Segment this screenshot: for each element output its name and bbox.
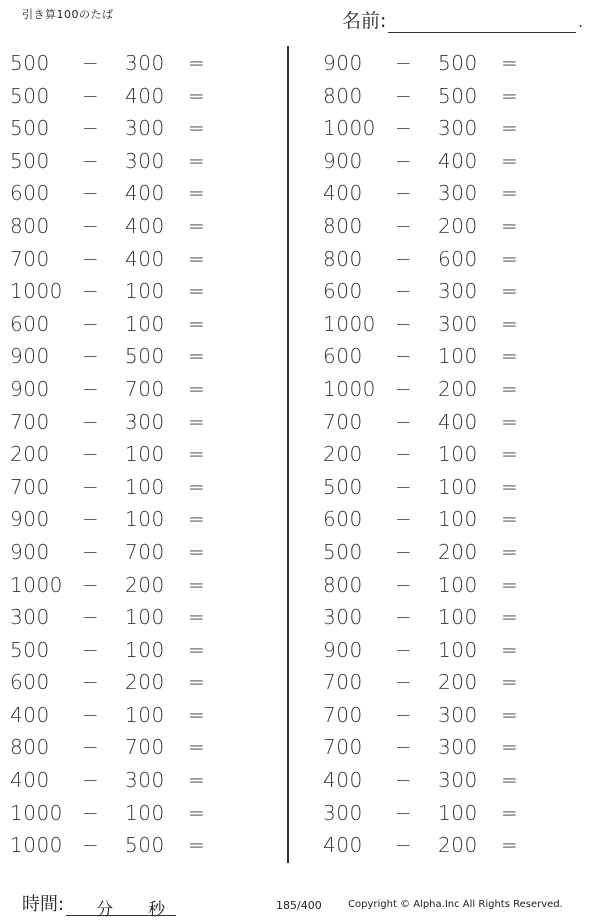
minus-sign: −	[82, 116, 99, 141]
problem-row	[313, 601, 593, 634]
minus-sign: −	[82, 474, 99, 499]
minus-sign: −	[395, 311, 412, 336]
problem-row	[0, 601, 280, 634]
equals-sign: =	[501, 181, 518, 206]
problem-row	[313, 438, 593, 471]
problem-row	[313, 406, 593, 439]
problem-column-right	[313, 47, 593, 862]
problem-row	[0, 731, 280, 764]
problem-row	[313, 340, 593, 373]
problem-row	[313, 699, 593, 732]
minus-sign: −	[395, 376, 412, 401]
subtrahend: 300	[438, 279, 478, 304]
subtrahend: 200	[125, 670, 165, 695]
minuend: 600	[10, 311, 50, 336]
minus-sign: −	[82, 800, 99, 825]
minuend: 700	[323, 735, 363, 760]
equals-sign: =	[501, 246, 518, 271]
problem-row	[313, 829, 593, 862]
problem-row	[313, 536, 593, 569]
minuend: 300	[10, 605, 50, 630]
minus-sign: −	[395, 670, 412, 695]
equals-sign: =	[501, 148, 518, 173]
problem-row	[313, 731, 593, 764]
problem-row	[0, 634, 280, 667]
minuend: 500	[10, 51, 50, 75]
problem-column-left	[0, 47, 280, 862]
minuend: 400	[323, 181, 363, 206]
equals-sign: =	[188, 702, 205, 727]
minuend: 1000	[10, 833, 63, 858]
time-blank[interactable]	[66, 895, 176, 920]
subtrahend: 500	[125, 344, 165, 369]
subtrahend: 300	[438, 181, 478, 206]
equals-sign: =	[188, 344, 205, 369]
minuend: 600	[10, 181, 50, 206]
problem-row	[0, 47, 280, 80]
minuend: 800	[323, 213, 363, 238]
subtrahend: 400	[438, 409, 478, 434]
minus-sign: −	[395, 833, 412, 858]
equals-sign: =	[188, 51, 205, 75]
subtrahend: 300	[438, 311, 478, 336]
subtrahend: 100	[438, 442, 478, 467]
subtrahend: 400	[438, 148, 478, 173]
minuend: 900	[323, 148, 363, 173]
minuend: 1000	[323, 311, 376, 336]
subtrahend: 400	[125, 246, 165, 271]
equals-sign: =	[501, 83, 518, 108]
equals-sign: =	[501, 311, 518, 336]
copyright-notice: Copyright © Alpha.Inc All Rights Reserved.	[348, 899, 563, 910]
minuend: 700	[323, 670, 363, 695]
name-end-dot: .	[578, 15, 583, 31]
minus-sign: −	[82, 572, 99, 597]
problem-row	[313, 797, 593, 830]
equals-sign: =	[501, 605, 518, 630]
problem-row	[0, 80, 280, 113]
minuend: 900	[323, 637, 363, 662]
problem-row	[313, 145, 593, 178]
subtrahend: 300	[125, 148, 165, 173]
subtrahend: 300	[438, 116, 478, 141]
subtrahend: 100	[438, 572, 478, 597]
minuend: 800	[323, 83, 363, 108]
name-label: 名前:	[342, 10, 387, 32]
minus-sign: −	[395, 572, 412, 597]
problem-row	[0, 145, 280, 178]
problem-row	[0, 438, 280, 471]
subtrahend: 700	[125, 376, 165, 401]
equals-sign: =	[501, 409, 518, 434]
subtrahend: 200	[438, 376, 478, 401]
minuend: 500	[10, 148, 50, 173]
minus-sign: −	[82, 213, 99, 238]
subtrahend: 700	[125, 735, 165, 760]
problem-row	[0, 569, 280, 602]
equals-sign: =	[188, 539, 205, 564]
minus-sign: −	[395, 83, 412, 108]
subtrahend: 200	[125, 572, 165, 597]
minus-sign: −	[395, 474, 412, 499]
subtrahend: 200	[438, 670, 478, 695]
minus-sign: −	[395, 637, 412, 662]
minuend: 700	[323, 702, 363, 727]
minuend: 900	[10, 344, 50, 369]
subtrahend: 700	[125, 539, 165, 564]
problem-row	[313, 80, 593, 113]
subtrahend: 100	[438, 800, 478, 825]
problem-row	[313, 243, 593, 276]
equals-sign: =	[188, 246, 205, 271]
minutes-label: 分	[96, 900, 114, 920]
minus-sign: −	[395, 279, 412, 304]
equals-sign: =	[188, 311, 205, 336]
minuend: 600	[10, 670, 50, 695]
minuend: 800	[323, 572, 363, 597]
minus-sign: −	[82, 148, 99, 173]
subtrahend: 300	[125, 51, 165, 75]
problem-row	[0, 764, 280, 797]
equals-sign: =	[188, 148, 205, 173]
minuend: 400	[10, 768, 50, 793]
problem-row	[0, 373, 280, 406]
subtrahend: 100	[438, 474, 478, 499]
minuend: 1000	[323, 376, 376, 401]
equals-sign: =	[501, 116, 518, 141]
subtrahend: 500	[125, 833, 165, 858]
subtrahend: 100	[125, 311, 165, 336]
equals-sign: =	[188, 409, 205, 434]
minus-sign: −	[395, 735, 412, 760]
minus-sign: −	[395, 539, 412, 564]
equals-sign: =	[188, 800, 205, 825]
equals-sign: =	[501, 474, 518, 499]
equals-sign: =	[188, 116, 205, 141]
equals-sign: =	[188, 670, 205, 695]
minus-sign: −	[82, 376, 99, 401]
minuend: 600	[323, 344, 363, 369]
problem-row	[313, 177, 593, 210]
problem-row	[313, 47, 593, 80]
equals-sign: =	[501, 51, 518, 75]
equals-sign: =	[501, 702, 518, 727]
subtrahend: 500	[438, 51, 478, 75]
problem-row	[0, 503, 280, 536]
equals-sign: =	[188, 181, 205, 206]
minuend: 200	[10, 442, 50, 467]
minus-sign: −	[82, 539, 99, 564]
minus-sign: −	[395, 181, 412, 206]
equals-sign: =	[188, 213, 205, 238]
minuend: 1000	[10, 572, 63, 597]
equals-sign: =	[501, 735, 518, 760]
minus-sign: −	[82, 670, 99, 695]
subtrahend: 200	[438, 213, 478, 238]
problem-row	[0, 797, 280, 830]
equals-sign: =	[501, 539, 518, 564]
problem-row	[0, 829, 280, 862]
minus-sign: −	[82, 768, 99, 793]
minuend: 300	[323, 605, 363, 630]
minuend: 900	[10, 376, 50, 401]
minus-sign: −	[395, 344, 412, 369]
minuend: 300	[323, 800, 363, 825]
minus-sign: −	[82, 246, 99, 271]
minuend: 800	[10, 213, 50, 238]
minus-sign: −	[82, 605, 99, 630]
minus-sign: −	[82, 181, 99, 206]
minus-sign: −	[82, 311, 99, 336]
minuend: 1000	[10, 800, 63, 825]
minuend: 400	[323, 833, 363, 858]
equals-sign: =	[188, 768, 205, 793]
equals-sign: =	[501, 572, 518, 597]
minuend: 900	[10, 507, 50, 532]
column-divider	[287, 46, 289, 863]
minuend: 400	[323, 768, 363, 793]
problem-row	[0, 308, 280, 341]
problem-row	[313, 569, 593, 602]
problem-row	[0, 210, 280, 243]
problem-row	[0, 406, 280, 439]
subtrahend: 300	[438, 768, 478, 793]
minuend: 400	[10, 702, 50, 727]
problem-row	[0, 112, 280, 145]
subtrahend: 100	[438, 344, 478, 369]
problem-row	[313, 634, 593, 667]
subtrahend: 600	[438, 246, 478, 271]
equals-sign: =	[501, 637, 518, 662]
subtrahend: 100	[125, 605, 165, 630]
minuend: 500	[323, 539, 363, 564]
minus-sign: −	[395, 213, 412, 238]
problem-row	[313, 112, 593, 145]
subtrahend: 100	[125, 279, 165, 304]
minuend: 800	[10, 735, 50, 760]
minuend: 500	[10, 83, 50, 108]
equals-sign: =	[501, 507, 518, 532]
worksheet-title: 引き算100のたば	[22, 8, 114, 21]
subtrahend: 300	[125, 409, 165, 434]
problem-row	[313, 764, 593, 797]
minus-sign: −	[82, 735, 99, 760]
problem-row	[313, 373, 593, 406]
equals-sign: =	[188, 833, 205, 858]
equals-sign: =	[188, 474, 205, 499]
name-field	[342, 6, 583, 33]
subtrahend: 400	[125, 181, 165, 206]
seconds-label: 秒	[148, 900, 166, 920]
minus-sign: −	[395, 605, 412, 630]
subtrahend: 100	[125, 637, 165, 662]
subtrahend: 300	[125, 768, 165, 793]
equals-sign: =	[501, 279, 518, 304]
equals-sign: =	[501, 213, 518, 238]
equals-sign: =	[188, 572, 205, 597]
minus-sign: −	[82, 507, 99, 532]
subtrahend: 100	[125, 474, 165, 499]
problem-row	[0, 536, 280, 569]
problem-row	[313, 666, 593, 699]
problem-row	[313, 275, 593, 308]
equals-sign: =	[188, 83, 205, 108]
equals-sign: =	[188, 735, 205, 760]
equals-sign: =	[188, 637, 205, 662]
subtrahend: 400	[125, 213, 165, 238]
subtrahend: 100	[125, 702, 165, 727]
minuend: 800	[323, 246, 363, 271]
minuend: 200	[323, 442, 363, 467]
minus-sign: −	[82, 409, 99, 434]
problem-row	[0, 275, 280, 308]
page-number: 185/400	[276, 899, 322, 912]
problem-row	[0, 666, 280, 699]
minus-sign: −	[395, 768, 412, 793]
problem-row	[0, 699, 280, 732]
minuend: 700	[323, 409, 363, 434]
minus-sign: −	[82, 51, 99, 75]
subtrahend: 500	[438, 83, 478, 108]
minus-sign: −	[82, 83, 99, 108]
subtrahend: 100	[438, 507, 478, 532]
minuend: 900	[10, 539, 50, 564]
subtrahend: 200	[438, 539, 478, 564]
equals-sign: =	[188, 605, 205, 630]
equals-sign: =	[188, 442, 205, 467]
equals-sign: =	[501, 800, 518, 825]
equals-sign: =	[188, 279, 205, 304]
minuend: 700	[10, 474, 50, 499]
minuend: 500	[10, 637, 50, 662]
minus-sign: −	[395, 507, 412, 532]
time-field	[22, 890, 176, 920]
minuend: 900	[323, 51, 363, 75]
name-blank[interactable]	[388, 14, 576, 33]
minus-sign: −	[82, 344, 99, 369]
minuend: 1000	[10, 279, 63, 304]
minus-sign: −	[82, 279, 99, 304]
subtrahend: 100	[438, 605, 478, 630]
equals-sign: =	[501, 376, 518, 401]
minus-sign: −	[395, 800, 412, 825]
minus-sign: −	[82, 637, 99, 662]
equals-sign: =	[501, 344, 518, 369]
problem-row	[313, 471, 593, 504]
minus-sign: −	[395, 442, 412, 467]
minus-sign: −	[82, 442, 99, 467]
equals-sign: =	[501, 768, 518, 793]
problem-row	[0, 340, 280, 373]
problem-row	[313, 308, 593, 341]
problem-row	[313, 503, 593, 536]
minuend: 1000	[323, 116, 376, 141]
problem-row	[0, 243, 280, 276]
minus-sign: −	[82, 833, 99, 858]
minus-sign: −	[395, 246, 412, 271]
minus-sign: −	[395, 51, 412, 75]
minuend: 500	[323, 474, 363, 499]
subtrahend: 100	[438, 637, 478, 662]
minuend: 600	[323, 507, 363, 532]
subtrahend: 300	[125, 116, 165, 141]
problem-row	[0, 177, 280, 210]
minuend: 700	[10, 409, 50, 434]
minus-sign: −	[395, 116, 412, 141]
subtrahend: 400	[125, 83, 165, 108]
problem-row	[313, 210, 593, 243]
problem-row	[0, 471, 280, 504]
minus-sign: −	[82, 702, 99, 727]
minus-sign: −	[395, 148, 412, 173]
equals-sign: =	[501, 833, 518, 858]
time-label: 時間:	[22, 894, 65, 915]
minus-sign: −	[395, 702, 412, 727]
subtrahend: 100	[125, 507, 165, 532]
equals-sign: =	[188, 376, 205, 401]
equals-sign: =	[501, 670, 518, 695]
equals-sign: =	[188, 507, 205, 532]
minuend: 700	[10, 246, 50, 271]
subtrahend: 300	[438, 702, 478, 727]
subtrahend: 100	[125, 800, 165, 825]
subtrahend: 300	[438, 735, 478, 760]
subtrahend: 100	[125, 442, 165, 467]
minuend: 500	[10, 116, 50, 141]
equals-sign: =	[501, 442, 518, 467]
minuend: 600	[323, 279, 363, 304]
minus-sign: −	[395, 409, 412, 434]
subtrahend: 200	[438, 833, 478, 858]
